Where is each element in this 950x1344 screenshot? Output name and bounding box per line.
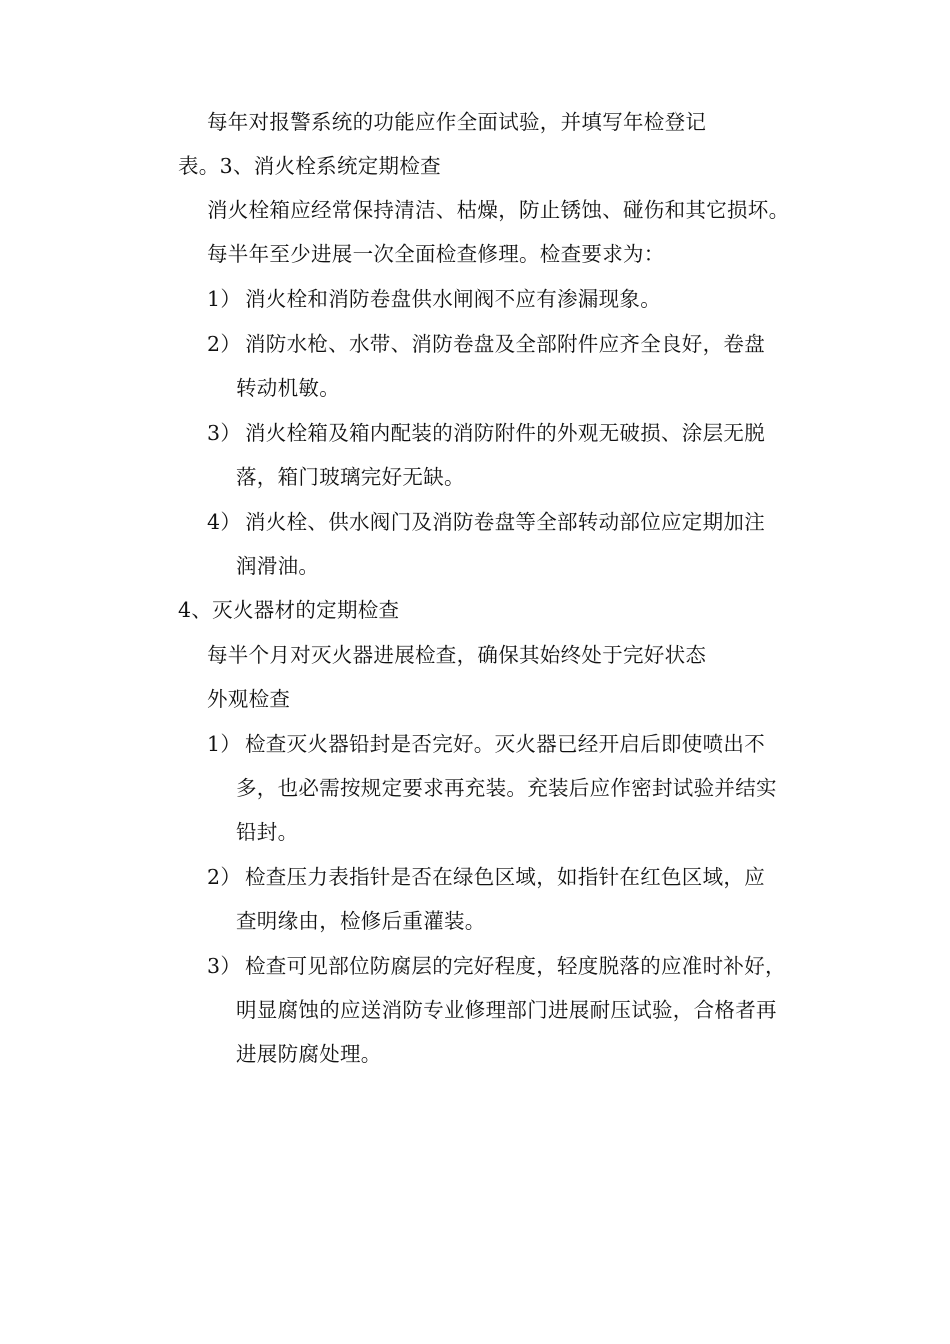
list-item-continuation: 润滑油。 (236, 554, 320, 578)
list-item-number: 1） (207, 287, 242, 311)
list-item-number: 4） (207, 510, 242, 534)
list-item-continuation: 落，箱门玻璃完好无缺。 (236, 465, 465, 489)
subheading: 外观检查 (207, 687, 291, 711)
list-item-text: 检查压力表指针是否在绿色区域，如指针在红色区域，应 (245, 865, 765, 889)
paragraph-line: 每半个月对灭火器进展检查，确保其始终处于完好状态 (207, 643, 707, 667)
list-item-continuation: 查明缘由，检修后重灌装。 (236, 909, 486, 933)
list-item-text: 消火栓箱及箱内配装的消防附件的外观无破损、涂层无脱 (245, 421, 765, 445)
list-item-continuation: 明显腐蚀的应送消防专业修理部门进展耐压试验，合格者再 (236, 998, 777, 1022)
list-item (207, 865, 765, 889)
list-item-text: 消火栓和消防卷盘供水闸阀不应有渗漏现象。 (245, 287, 661, 311)
list-item-text: 消火栓、供水阀门及消防卷盘等全部转动部位应定期加注 (245, 510, 765, 534)
list-item-text: 检查可见部位防腐层的完好程度，轻度脱落的应准时补好， (245, 954, 786, 978)
list-item-continuation: 转动机敏。 (236, 376, 340, 400)
paragraph-line: 每半年至少进展一次全面检查修理。检查要求为： (207, 242, 665, 266)
list-item (207, 332, 765, 356)
list-item-continuation: 进展防腐处理。 (236, 1042, 382, 1066)
list-item (207, 421, 765, 445)
section-heading: 4、灭火器材的定期检查 (178, 598, 400, 622)
list-item-number: 3） (207, 954, 242, 978)
list-item-number: 1） (207, 732, 242, 756)
list-item-text: 检查灭火器铅封是否完好。灭火器已经开启后即使喷出不 (245, 732, 765, 756)
list-item-text: 消防水枪、水带、消防卷盘及全部附件应齐全良好，卷盘 (245, 332, 765, 356)
list-item (207, 954, 786, 978)
list-item-number: 3） (207, 421, 242, 445)
paragraph-line: 每年对报警系统的功能应作全面试验，并填写年检登记 (207, 110, 707, 134)
list-item-number: 2） (207, 332, 242, 356)
section-heading: 表。3、消火栓系统定期检查 (178, 154, 441, 178)
paragraph-line: 消火栓箱应经常保持清洁、枯燥，防止锈蚀、碰伤和其它损坏。 (207, 198, 790, 222)
list-item-continuation: 铅封。 (236, 820, 299, 844)
list-item (207, 510, 765, 534)
list-item-number: 2） (207, 865, 242, 889)
list-item (207, 732, 765, 756)
list-item-continuation: 多，也必需按规定要求再充装。充装后应作密封试验并结实 (236, 776, 777, 800)
list-item (207, 287, 661, 311)
